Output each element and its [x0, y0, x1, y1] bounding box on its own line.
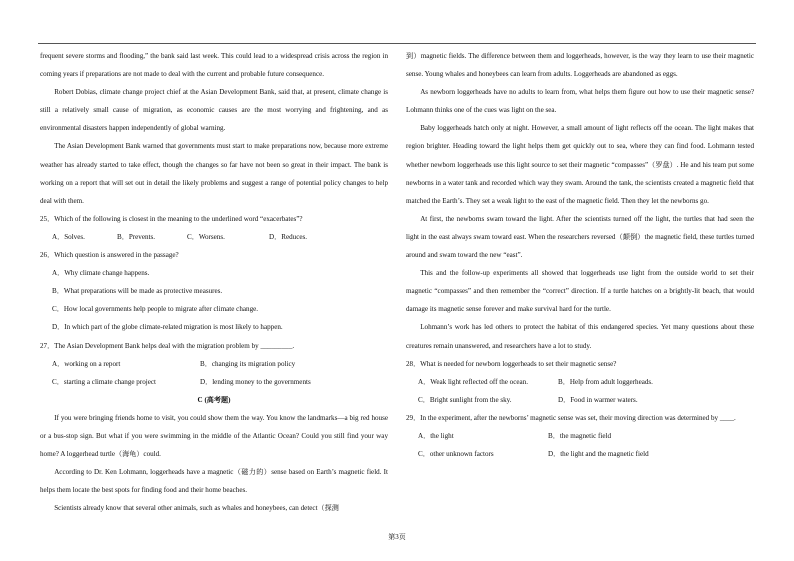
options-row [406, 427, 754, 445]
question-25 [40, 210, 388, 246]
paragraph: According to Dr. Ken Lohmann, loggerheads have a magnetic（磁力的）sense based on Earth’s magnetic field. It helps them locate the best spots for finding food and their home beaches. [40, 468, 388, 495]
question-stem: 28．What is needed for newborn loggerheads to set their magnetic sense? [406, 359, 617, 368]
paragraph: Scientists already know that several other animals, such as whales and honeybees, can detect（探测 [54, 504, 339, 513]
paragraph: Lohmann’s work has led others to protect the habitat of this endangered species. Yet many questions about these creatures remain unanswered, and researchers have a lot to study. [406, 323, 754, 350]
option-b[interactable]: B．changing its migration policy [200, 359, 296, 368]
option-a[interactable]: A．Weak light reflected off the ocean. [418, 377, 528, 386]
option-b[interactable]: B．Help from adult loggerheads. [558, 377, 653, 386]
paragraph: Baby loggerheads hatch only at night. However, a small amount of light reflects off the ocean. The light makes that region brighter. Heading toward the light helps them get quickly out to sea, where they can find food. Lohmann tested whether newborn loggerheads use this light source to set their magnetic “compasses”（罗盘）. He and his team put some newborns in a water tank and recorded which way they swam. Around the tank, the scientists created a magnetic field that matched the Earth’s. They set a weak light to the east of the magnetic field. Then they let the newborns go. [406, 124, 754, 205]
option-a[interactable]: A．Solves. [52, 232, 85, 241]
paragraph: If you were bringing friends home to visit, you could show them the way. You know the landmarks—a big red house or a bus-stop sign. But what if you were swimming in the middle of the Atlantic Ocean? Could you still find your way home? A loggerhead turtle（海龟）could. [40, 413, 388, 459]
option-c[interactable]: C．starting a climate change project [52, 377, 157, 386]
option-d[interactable]: D．In which part of the globe climate-related migration is most likely to happen. [52, 323, 283, 332]
question-27 [40, 337, 388, 391]
option-c[interactable]: C．How local governments help people to migrate after climate change. [52, 305, 259, 314]
question-stem: 29．In the experiment, after the newborns’ magnetic sense was set, their moving direction was determined by ____. [406, 413, 736, 422]
paragraph: frequent severe storms and flooding,” the bank said last week. This could lead to a widespread crisis across the region in coming years if preparations are not made to deal with the current and probable future consequence. [40, 52, 388, 79]
question-stem: 27．The Asian Development Bank helps deal with the migration problem by _________. [40, 341, 295, 350]
header-rule [38, 43, 756, 44]
option-a[interactable]: A．the light [418, 431, 454, 440]
question-stem: 25．Which of the following is closest in the meaning to the underlined word “exacerbates”? [40, 214, 303, 223]
question-stem: 26．Which question is answered in the passage? [40, 251, 179, 260]
option-c[interactable]: C．Bright sunlight from the sky. [418, 395, 512, 404]
option-d[interactable]: D．lending money to the governments [200, 377, 311, 386]
question-26 [40, 246, 388, 336]
option-a[interactable]: A．working on a report [52, 359, 121, 368]
paragraph: At first, the newborns swam toward the light. After the scientists turned off the light, the turtles that had seen the light in the east always swam toward east. When the researchers reversed（颠倒）the magnetic field, these turtles turned around and swam toward the new “east”. [406, 214, 754, 260]
paragraph: This and the follow-up experiments all showed that loggerheads use light from the outside world to set their magnetic “compasses” and then remember the “correct” direction. If a turtle hatches on a brightly-lit beach, that would damage its magnetic sense forever and make survival hard for the turtle. [406, 269, 754, 314]
paragraph: Robert Dobias, climate change project chief at the Asian Development Bank, said that, at present, climate change is still a relatively small cause of migration, as economic causes are the most worrying and frightening, and as environmental disasters happen independently of global warning. [40, 88, 388, 133]
option-d[interactable]: D．Reduces. [269, 232, 308, 241]
option-b[interactable]: B．the magnetic field [548, 431, 612, 440]
right-column [406, 47, 754, 463]
options-row [406, 391, 754, 409]
option-b[interactable]: B．Prevents. [117, 232, 156, 241]
question-29 [406, 409, 754, 463]
option-d[interactable]: D．Food in warmer waters. [558, 395, 638, 404]
question-28 [406, 355, 754, 409]
option-d[interactable]: D．the light and the magnetic field [548, 450, 649, 459]
options-row [40, 373, 388, 391]
paragraph: As newborn loggerheads have no adults to learn from, what helps them figure out how to use their magnetic sense? Lohmann thinks one of the cues was light on the sea. [406, 88, 754, 115]
option-a[interactable]: A．Why climate change happens. [52, 269, 150, 278]
options-row [406, 445, 754, 463]
paragraph: 到）magnetic fields. The difference between them and loggerheads, however, is the way they learn to use their magnetic sense. Young whales and honeybees can learn from adults. Loggerheads are abandoned as eggs. [406, 52, 754, 79]
paragraph: The Asian Development Bank warned that governments must start to make preparations now, because more extreme weather has already started to take effect, though the changes so far have not been so great in their impact. The bank is working on a report that will set out in detail the likely problems and suggest a range of potential policy changes to help deal with them. [40, 142, 388, 205]
left-column [40, 47, 388, 517]
option-c[interactable]: C．Worsens. [187, 232, 225, 241]
options-row [40, 355, 388, 373]
options-row [406, 373, 754, 391]
option-b[interactable]: B．What preparations will be made as protective measures. [52, 287, 223, 296]
section-title: C (高考题) [197, 395, 231, 404]
option-c[interactable]: C．other unknown factors [418, 450, 494, 459]
options-row [40, 228, 388, 246]
page-number: 第3页 [388, 533, 406, 541]
